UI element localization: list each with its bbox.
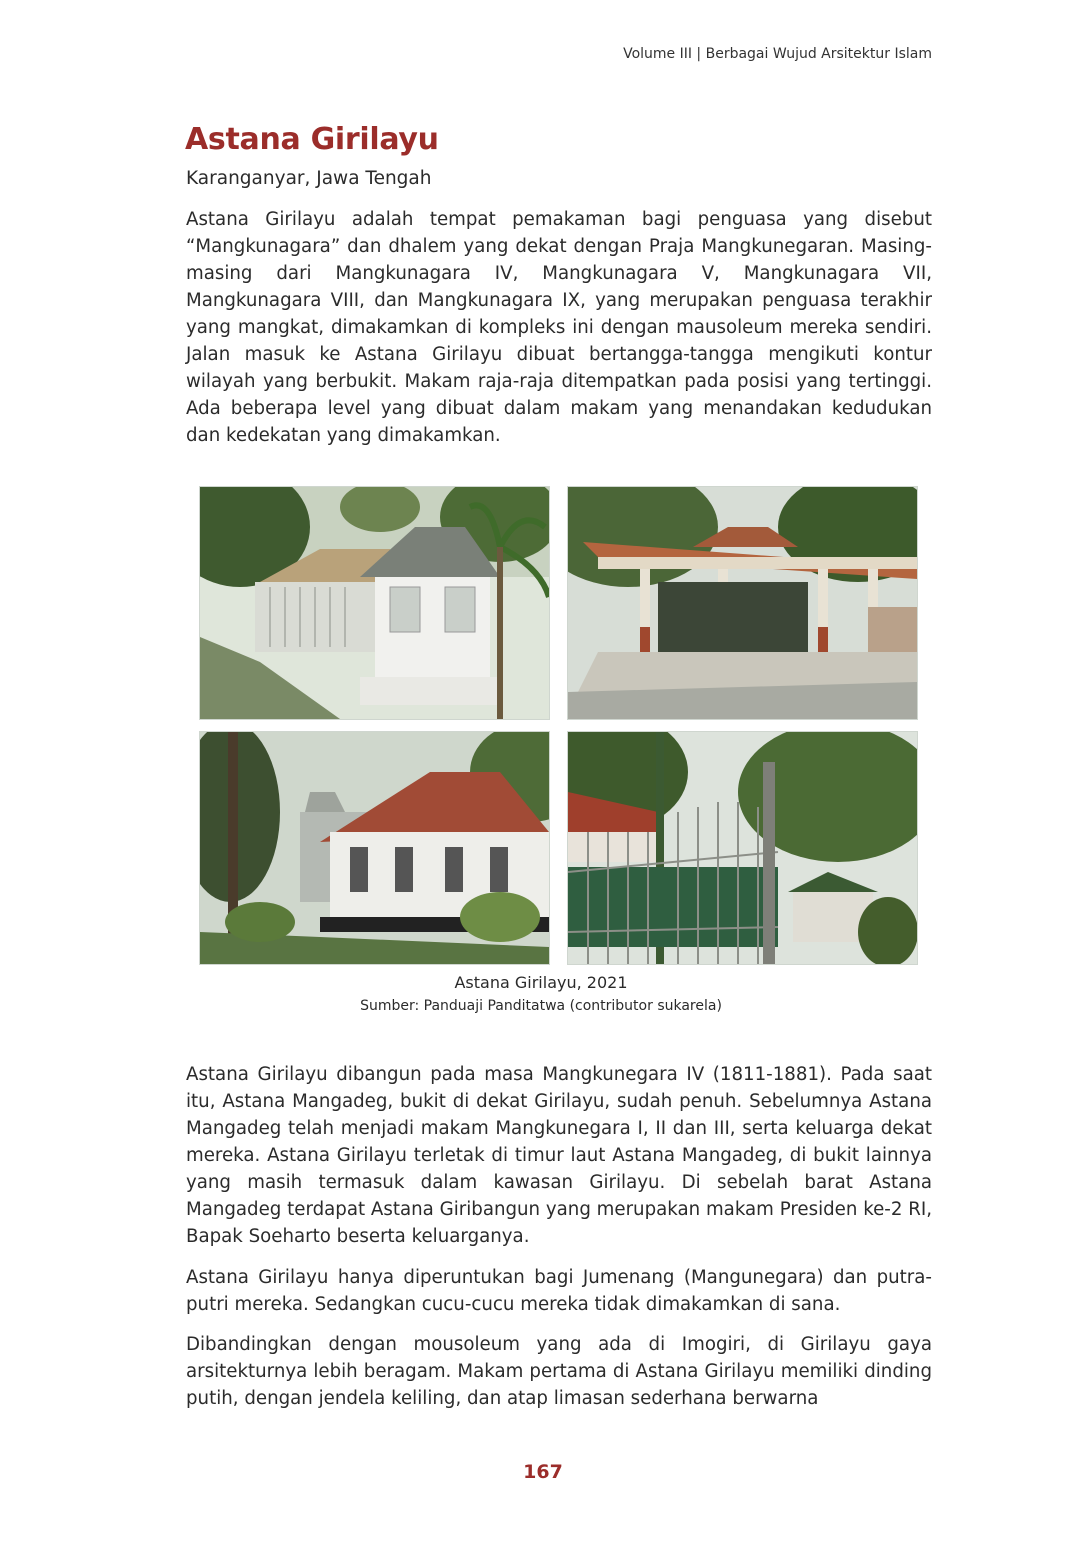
page-number: 167 <box>523 1461 563 1483</box>
paragraph-burial-rule: Astana Girilayu hanya diperuntukan bagi Jumenang (Mangunegara) dan putra-putri mereka. Sedangkan cucu-cucu mereka tidak dimakamkan di sana. <box>186 1267 932 1315</box>
photo-white-mausoleum <box>199 486 550 720</box>
location-subtitle: Karanganyar, Jawa Tengah <box>186 168 432 189</box>
photo-iron-gate <box>567 731 918 965</box>
paragraph-intro: Astana Girilayu adalah tempat pemakaman bagi penguasa yang disebut “Mangkunagara” dan dhalem yang dekat dengan Praja Mangkunegaran. Masing-masing dari Mangkunagara IV, Mangkunagara V, Mangkunagara VII, Mangkunagara VIII, dan Mangkunagara IX, yang merupakan penguasa terakhir yang mangkat, dimakamkan di kompleks ini dengan mausoleum mereka sendiri. Jalan masuk ke Astana Girilayu dibuat bertangga-tangga mengikuti kontur wilayah yang berbukit. Makam raja-raja ditempatkan pada posisi yang tertinggi. Ada beberapa level yang dibuat dalam makam yang menandakan kedudukan dan kedekatan yang dimakamkan. <box>186 209 932 446</box>
paragraph-history: Astana Girilayu dibangun pada masa Mangkunegara IV (1811-1881). Pada saat itu, Astana Mangadeg, bukit di dekat Girilayu, sudah penuh. Sebelumnya Astana Mangadeg telah menjadi makam Mangkunegara I, II dan III, serta keluarga dekat mereka. Astana Girilayu terletak di timur laut Astana Mangadeg, di bukit lainnya yang masih termasuk dalam kawasan Girilayu. Di sebelah barat Astana Mangadeg terdapat Astana Giribangun yang merupakan makam Presiden ke-2 RI, Bapak Soeharto beserta keluarganya. <box>186 1064 932 1247</box>
photo-open-pavilion <box>567 486 918 720</box>
paragraph-architecture: Dibandingkan dengan mousoleum yang ada di Imogiri, di Girilayu gaya arsitekturnya lebih beragam. Makam pertama di Astana Girilayu memiliki dinding putih, dengan jendela keliling, dan atap limasan sederhana berwarna <box>186 1334 932 1409</box>
page-title: Astana Girilayu <box>185 122 439 157</box>
figure-source: Sumber: Panduaji Panditatwa (contributor sukarela) <box>360 998 722 1014</box>
running-header: Volume III | Berbagai Wujud Arsitektur Islam <box>623 46 932 62</box>
figure-caption: Astana Girilayu, 2021 <box>454 973 628 992</box>
photo-red-roof-building <box>199 731 550 965</box>
